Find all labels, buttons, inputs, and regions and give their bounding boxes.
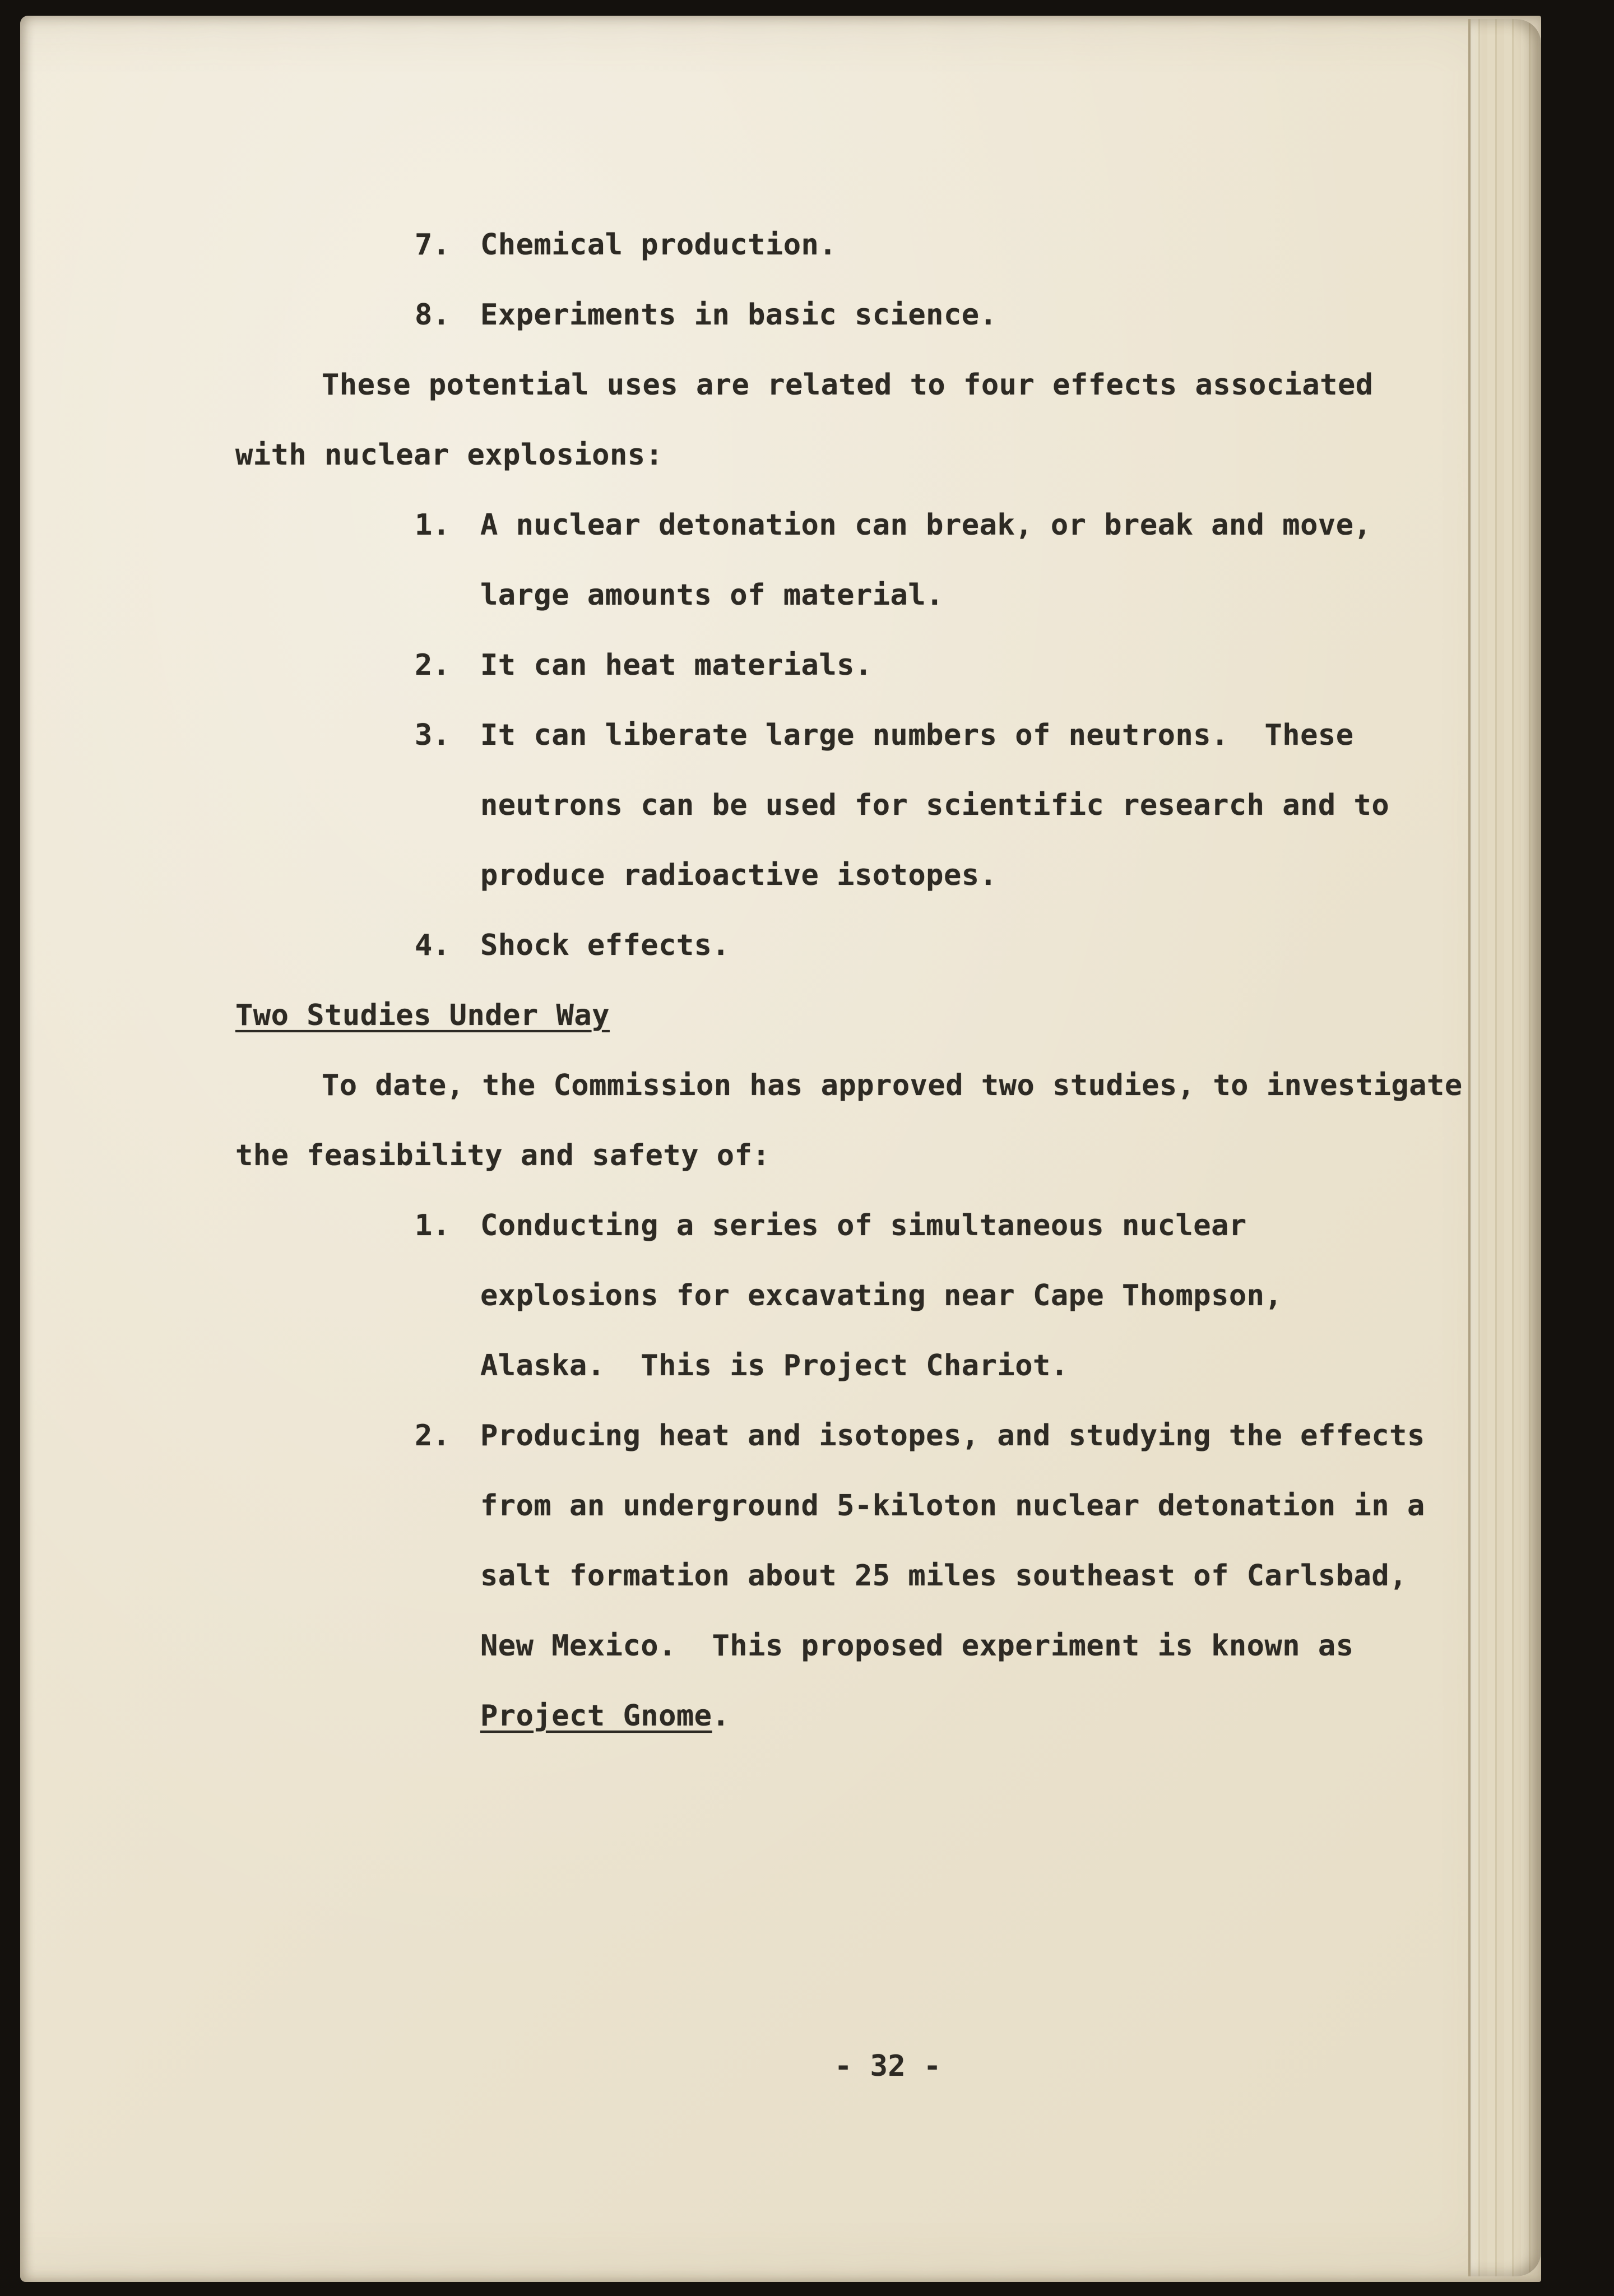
document-page xyxy=(20,16,1541,2282)
list-item xyxy=(235,701,1541,911)
list-number: 2. xyxy=(415,648,451,682)
text-line: produce radioactive isotopes. xyxy=(480,859,998,892)
list-item-text xyxy=(480,210,1541,280)
text-line: Conducting a series of simultaneous nuclear xyxy=(480,1209,1247,1242)
list-number: 3. xyxy=(415,718,451,752)
text-line: These potential uses are related to four effects associated xyxy=(322,368,1374,402)
text-line: Alaska. This is Project Chariot. xyxy=(480,1349,1069,1383)
section-heading xyxy=(235,981,1541,1051)
list-item xyxy=(235,630,1541,701)
book-fore-edge-pages xyxy=(1468,19,1541,2276)
list-number: 1. xyxy=(415,1209,451,1242)
list-item xyxy=(235,210,1541,280)
text-line: It can liberate large numbers of neutrons. These xyxy=(480,718,1354,752)
text-line: with nuclear explosions: xyxy=(235,438,664,472)
list-number: 1. xyxy=(415,508,451,542)
list-number: 4. xyxy=(415,929,451,962)
project-gnome-text: Project Gnome xyxy=(480,1699,712,1733)
text-line: It can heat materials. xyxy=(480,648,873,682)
list-item xyxy=(235,280,1541,350)
list-number: 2. xyxy=(415,1419,451,1453)
list-item-text xyxy=(480,280,1541,350)
section-heading-text: Two Studies Under Way xyxy=(235,999,610,1032)
list-item-text xyxy=(480,1401,1541,1751)
text-line: the feasibility and safety of: xyxy=(235,1139,771,1172)
text-line: Chemical production. xyxy=(480,228,837,262)
text-line: Producing heat and isotopes, and studying the effects xyxy=(480,1419,1425,1453)
text-line xyxy=(480,1681,1541,1751)
text-line: Shock effects. xyxy=(480,929,730,962)
list-item xyxy=(235,1191,1541,1401)
list-item-text xyxy=(480,490,1541,630)
list-number: 8. xyxy=(415,298,451,332)
list-item xyxy=(235,1401,1541,1751)
text-line: Experiments in basic science. xyxy=(480,298,998,332)
text-line: large amounts of material. xyxy=(480,578,944,612)
text-line: explosions for excavating near Cape Thompson, xyxy=(480,1279,1283,1312)
list-number: 7. xyxy=(415,228,451,262)
text-line: To date, the Commission has approved two studies, to investigate xyxy=(322,1069,1463,1102)
list-item-text xyxy=(480,1191,1541,1401)
text-line: A nuclear detonation can break, or break and move, xyxy=(480,508,1372,542)
text-line: salt formation about 25 miles southeast of Carlsbad, xyxy=(480,1559,1407,1593)
list-item-text xyxy=(480,630,1541,701)
list-item xyxy=(235,911,1541,981)
paragraph xyxy=(235,350,1541,490)
paragraph xyxy=(235,1051,1541,1191)
text-line: neutrons can be used for scientific research and to xyxy=(480,788,1390,822)
text-line: New Mexico. This proposed experiment is known as xyxy=(480,1629,1354,1663)
page-number: - 32 - xyxy=(834,2049,942,2083)
list-item-text xyxy=(480,701,1541,911)
list-item-text xyxy=(480,911,1541,981)
list-item xyxy=(235,490,1541,630)
page-content xyxy=(235,210,1541,2102)
project-gnome-period: . xyxy=(712,1699,730,1733)
text-line: from an underground 5-kiloton nuclear detonation in a xyxy=(480,1489,1425,1523)
